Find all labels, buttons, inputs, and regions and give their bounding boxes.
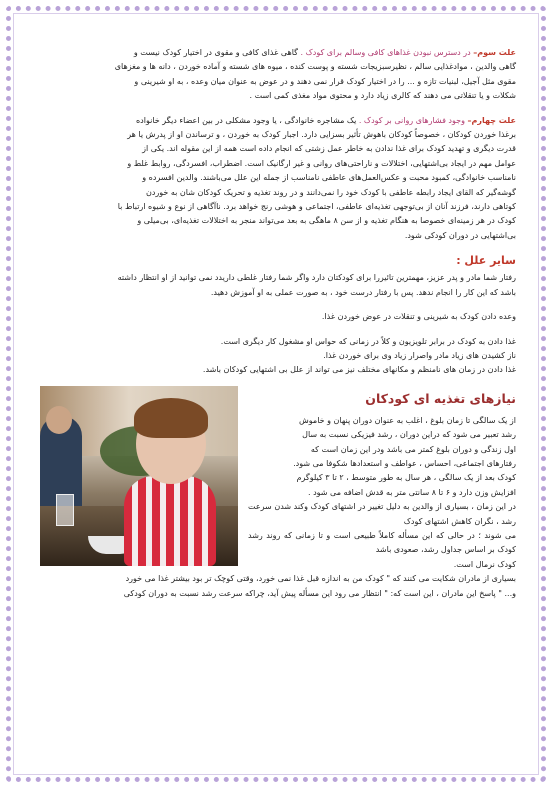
cause-three-line: شکلات و یا تنقلاتی می دهند که کالری زیاد دارد و محتوی مواد مغذی کمی است . — [249, 91, 516, 101]
cause-three-line: گاهی والدین ، موادغذایی سالم ، نظیرسبزیجات شسته و پوست کنده ، میوه های شسته و آماده خوردن ، دانه ها و مغزهای — [114, 62, 516, 72]
spacer — [40, 378, 516, 384]
nutrition-needs-line: کودک نرمال است. — [453, 559, 516, 569]
nutrition-needs-title: نیازهای تغذیه ای کودکان — [365, 390, 516, 406]
photo-child-hair — [134, 398, 208, 438]
other-causes-note: غذا دادن در زمان های نامنظم و مکانهای مختلف نیز می تواند از علل بی اشتهایی کودکان باشد. — [202, 365, 516, 375]
cause-three-line: مقوی مثل آجیل، لبنیات تازه و ... را در اختیار کودک قرار نمی دهند و در عوض به عنوان میان وعده ، به او شیرینی و — [134, 76, 516, 86]
other-causes-note: ناز کشیدن های زیاد مادر واصرار زیاد وی برای خوردن غذا. — [323, 350, 516, 360]
cause-four-line: عوامل مهم در ایجاد بی‌اشتهایی، اختلالات و ناراحتی‌های روانی و غیر ارگانیک است. اضطراب، افسردگی، روابط غلط و — [127, 158, 516, 168]
nutrition-needs-line: بسیاری از مادران شکایت می کنند که " کودک من به اندازه قبل غذا نمی خورد، وقتی کوچک تر بود بیشتر غذا می خورد — [125, 574, 516, 584]
child-eating-photo — [40, 386, 238, 566]
photo-glass — [56, 494, 74, 526]
other-causes-title: سایر علل : — [456, 254, 516, 268]
nutrition-needs-line: و... " پاسخ این مادران ، این است که: " انتظار می رود این مسأله پیش آید، چراکه سرعت رشد نسبت به دوران کودکی — [123, 588, 516, 598]
cause-four-line: قدرت دیگری و تهدید کودک برای غذا ندادن به خاطر عمل زشتی که انجام داده است همه از این مقوله اند. یکی از — [142, 144, 516, 154]
cause-four-paragraph — [40, 114, 516, 128]
other-causes-line: رفتار شما مادر و پدر عزیز، مهمترین تائیررا برای کودکتان دارد واگر شما رفتار غلطی داریدد نمی توانید از او انتظار داشته — [117, 273, 516, 283]
document-body — [40, 46, 516, 776]
cause-three-heading: علت سوم– — [473, 48, 516, 57]
other-causes-note: غذا دادن به کودک در برابر تلویزیون و کلاً در زمانی که حواس او مشغول کار دیگری است. — [220, 336, 516, 346]
nutrition-needs-line: رفتارهای اجتماعی، احساس ، عواطف و استعدادها شکوفا می شود. — [293, 458, 516, 468]
nutrition-needs-line: اول زندگی و دوران بلوغ کمتر می باشد ودر این زمان است که — [310, 444, 516, 454]
cause-four-line: بی‌اشتهایی در دوران کودکی شود. — [404, 230, 516, 240]
nutrition-needs-line: در این زمان ، بسیاری از والدین به دلیل تغییر در اشتهای کودک وکند شدن سرعت رشد ، نگران کاهش اشتهای کودک — [248, 502, 516, 526]
cause-four-line: گوشه‌گیر که القای ایجاد رابطه عاطفی با کودک خود را نمی‌دانند و در روند تغذیه و تحریک کودکان شان به خوردن — [145, 187, 516, 197]
cause-four-line: برغذا خوردن کودکان ، خصوصاً کودکان باهوش تأثیر بسزایی دارد. اجبار کودک به خوردن ، و ترساندن او از پدرش یا هر — [127, 130, 516, 140]
photo-child-shirt — [124, 476, 216, 566]
spacer — [40, 104, 516, 114]
spacer — [40, 325, 516, 335]
other-causes-note: وعده دادن کودک به شیرینی و تنقلات در عوض خوردن غذا. — [321, 312, 516, 322]
photo-adult-head — [46, 406, 72, 434]
cause-three-line: گاهی غذای کافی و مقوی در اختیار کودک نیست و — [133, 48, 298, 57]
cause-four-line: نامناسب خانوادگی، کمبود محبت و عکس‌العمل‌های عاطفی نامناسب از جمله این علل می‌باشند. والدین افسرده و — [142, 173, 516, 183]
cause-four-subheading: وجود فشارهای روانی بر کودک . — [358, 115, 465, 125]
cause-four-heading: علت چهارم– — [467, 115, 516, 125]
spacer — [40, 243, 516, 249]
other-causes-line: باشد که این کار را انجام ندهد. پس با رفتار درست خود ، به صورت عملی به او آموزش دهید. — [210, 287, 516, 297]
cause-four-line: کوتاهی دارند، فرزند آنان از بی‌توجهی تغذیه‌ای عاطفی، اجتماعی و هوشی رنج خواهد برد. ناآگاهی از نوع و شیوه ارتباط با — [117, 202, 516, 212]
spacer — [40, 300, 516, 310]
nutrition-needs-line: رشد تعبیر می شود که دراین دوران ، رشد فیزیکی نسبت به سال — [302, 430, 516, 440]
nutrition-needs-line: از یک سالگی تا زمان بلوغ ، اغلب به عنوان دوران پنهان و خاموش — [299, 415, 516, 425]
cause-four-line: یک مشاجره خانوادگی ، یا وجود مشکلی در بین اعضاء دیگر خانواده — [135, 115, 357, 125]
nutrition-needs-line: افزایش وزن دارد و ۶ تا ۸ سانتی متر به قدش اضافه می شود . — [308, 487, 516, 497]
cause-three-paragraph — [40, 46, 516, 60]
nutrition-needs-line: کودک بعد از یک سالگی ، هر سال به طور متوسط ، ۲ تا ۳ کیلوگرم — [296, 473, 516, 483]
cause-three-subheading: در دسترس نبودن غذاهای کافی وسالم برای کودک . — [300, 48, 471, 57]
nutrition-needs-line: می شوند ؛ در حالی که این مسأله کاملاً طبیعی است و تا زمانی که روند رشد کودک بر اساس جداول رشد، صعودی باشد — [248, 530, 516, 555]
cause-four-line: کودک در هر زمینه‌ای خصوصا به هنگام تغذیه و از سن ۸ ماهگی به بعد می‌تواند منجر به اختلالات تغذیه‌ای، بی‌میلی و — [137, 216, 516, 226]
